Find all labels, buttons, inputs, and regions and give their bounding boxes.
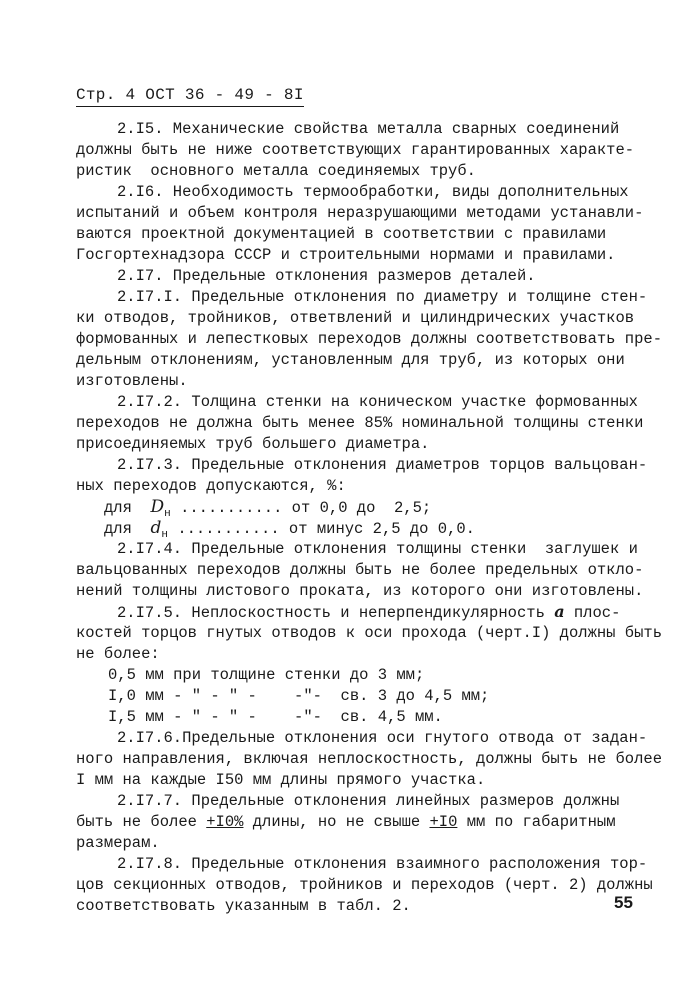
text-line: I мм на каждые I50 мм длины прямого участка. — [76, 771, 486, 789]
text-line: переходов не должна быть менее 85% номинальной толщины стенки — [76, 414, 644, 432]
text-line: 2.I7.6.Предельные отклонения оси гнутого отвода от задан- — [117, 729, 648, 747]
text-line: соответствовать указанным в табл. 2. — [76, 897, 411, 915]
text-line: костей торцов гнутых отводов к оси прохода (черт.I) должны быть — [76, 624, 662, 642]
formula-row-2 — [104, 518, 475, 541]
text-line: 2.I7.I. Предельные отклонения по диаметру и толщине стен- — [117, 288, 648, 306]
text-segment: быть не более — [76, 813, 207, 831]
tolerance-value: +I0 — [429, 813, 458, 831]
text-line: ного направления, включая неплоскостность, должны быть не более — [76, 750, 662, 768]
text-line: 2.I7.7. Предельные отклонения линейных размеров должны — [117, 792, 620, 810]
formula-row-1 — [104, 497, 431, 520]
text-line: I,0 мм - " - " - -"- св. 3 до 4,5 мм; — [108, 687, 490, 705]
text-line: ки отводов, тройников, ответвлений и цилиндрических участков — [76, 309, 635, 327]
text-line-with-tolerance — [76, 812, 616, 832]
header-text: Стр. 4 ОСТ 36 - 49 - 8I — [76, 86, 304, 104]
text-line: вальцованных переходов должны быть не более предельных откло- — [76, 561, 644, 579]
text-line: должны быть не ниже соответствующих гарантированных характе- — [76, 141, 635, 159]
text-line: присоединяемых труб большего диаметра. — [76, 435, 430, 453]
text-line: Госгортехнадзора СССР и строительными нормами и правилами. — [76, 246, 616, 264]
text-segment: мм по габаритным — [457, 813, 616, 831]
page-header — [76, 86, 304, 104]
text-line: цов секционных отводов, тройников и переходов (черт. 2) должны — [76, 876, 653, 894]
text-line: 2.I5. Механические свойства металла сварных соединений — [117, 120, 620, 138]
text-line: ристик основного металла соединяемых труб. — [76, 162, 476, 180]
page-number: 55 — [614, 893, 633, 912]
text-segment: плос- — [564, 604, 621, 622]
diameter-subscript: н — [164, 508, 171, 520]
formula-text: ........... от минус 2,5 до 0,0. — [168, 520, 475, 538]
text-line: I,5 мм - " - " - -"- св. 4,5 мм. — [108, 708, 443, 726]
text-line: 0,5 мм при толщине стенки до 3 мм; — [108, 666, 425, 684]
formula-prefix: для — [104, 520, 132, 538]
header-underline — [76, 106, 304, 107]
text-line: ваются проектной документацией в соответствии с правилами — [76, 225, 607, 243]
text-line: формованных и лепестковых переходов должны соответствовать пре- — [76, 330, 662, 348]
text-line: не более: — [76, 645, 160, 663]
text-line: 2.I7.8. Предельные отклонения взаимного расположения тор- — [117, 855, 648, 873]
formula-text: ........... от 0,0 до 2,5; — [170, 499, 432, 517]
text-line: 2.I7.2. Толщина стенки на коническом участке формованных — [117, 393, 638, 411]
text-segment: 2.I7.5. Неплоскостность и неперпендикулярность — [117, 604, 545, 622]
text-line: изготовлены. — [76, 372, 188, 390]
text-line: ных переходов допускаются, %: — [76, 477, 346, 495]
diameter-subscript: н — [161, 529, 169, 541]
text-line: размерам. — [76, 834, 160, 852]
text-line: нений толщины листового проката, из которого они изготовлены. — [76, 582, 644, 600]
alpha-symbol: а — [554, 602, 565, 621]
text-line: 2.I7. Предельные отклонения размеров деталей. — [117, 267, 536, 285]
text-line: 2.I7.4. Предельные отклонения толщины стенки заглушек и — [117, 540, 638, 558]
diameter-symbol: d — [150, 518, 162, 538]
text-line: 2.I6. Необходимость термообработки, виды дополнительных — [117, 183, 629, 201]
text-line: 2.I7.3. Предельные отклонения диаметров торцов вальцован- — [117, 456, 648, 474]
text-segment: длины, но не свыше — [243, 813, 430, 831]
diameter-symbol: D — [150, 497, 165, 517]
text-line-with-symbol — [117, 602, 620, 623]
tolerance-value: +I0% — [206, 813, 244, 831]
text-line: дельным отклонениям, установленным для труб, из которых они — [76, 351, 625, 369]
text-line: испытаний и объем контроля неразрушающими методами устанавли- — [76, 204, 644, 222]
formula-prefix: для — [104, 499, 132, 517]
